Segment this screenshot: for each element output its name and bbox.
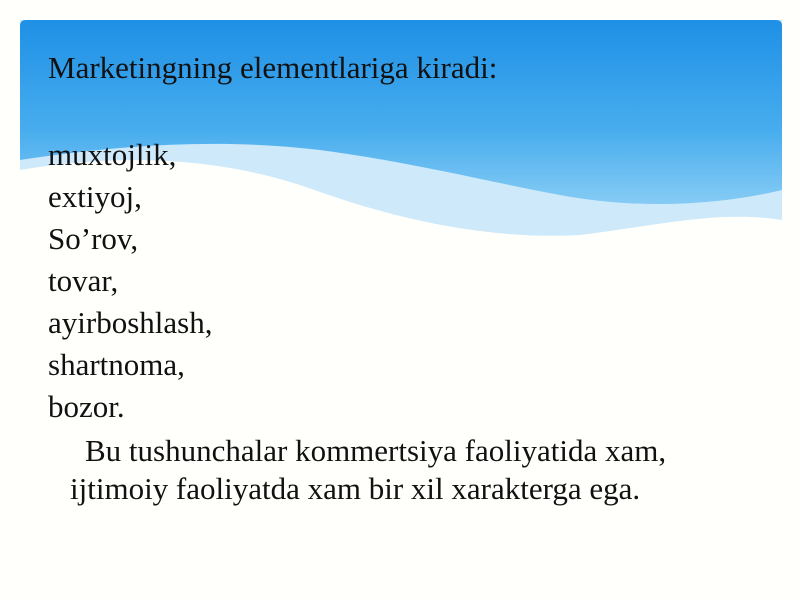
list-item: extiyoj, bbox=[48, 179, 142, 214]
closing-line-2: ijtimoiy faoliyatda xam bir xil xarakterga ega. bbox=[70, 471, 641, 506]
closing-paragraph bbox=[70, 432, 770, 508]
list-item: So’rov, bbox=[48, 221, 139, 256]
closing-line-1: Bu tushunchalar kommertsiya faoliyatida xam, bbox=[85, 433, 667, 468]
slide-title: Marketingning elementlariga kiradi: bbox=[48, 50, 498, 85]
element-list bbox=[48, 134, 497, 428]
list-item: muxtojlik, bbox=[48, 137, 177, 172]
list-item: tovar, bbox=[48, 263, 119, 298]
slide-body bbox=[48, 44, 497, 428]
spacer bbox=[48, 92, 497, 134]
list-item: bozor. bbox=[48, 389, 125, 424]
list-item: shartnoma, bbox=[48, 347, 185, 382]
list-item: ayirboshlash, bbox=[48, 305, 213, 340]
